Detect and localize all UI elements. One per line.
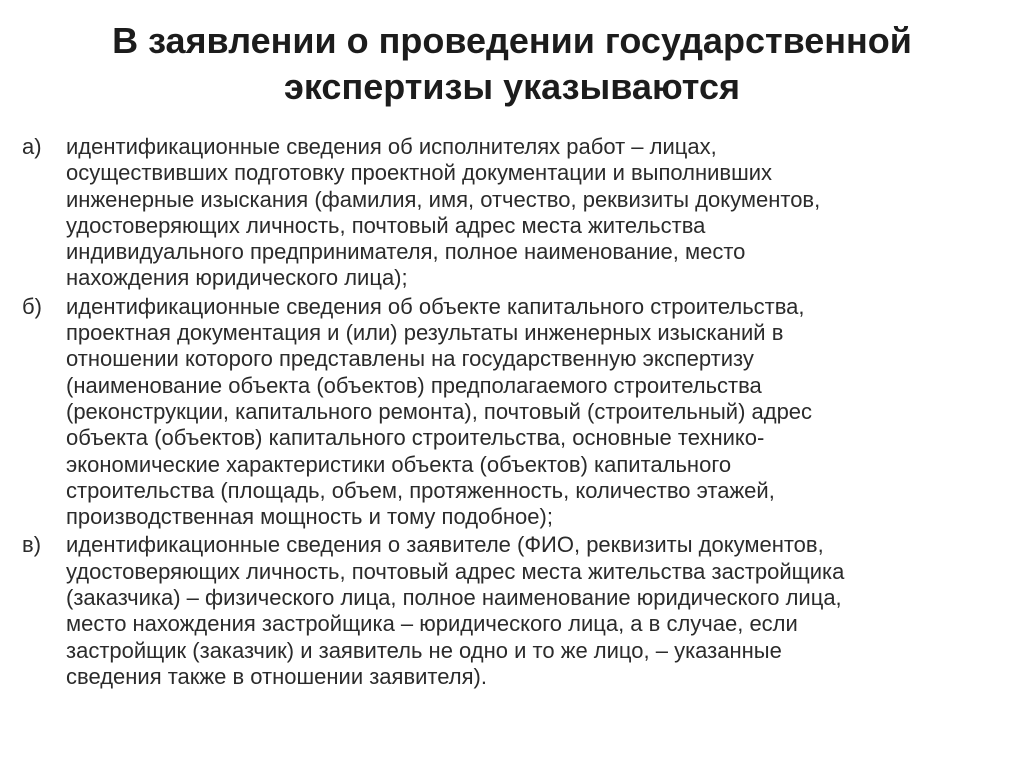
list-item-a-line: нахождения юридического лица);: [66, 265, 408, 291]
list-item-v-text: [66, 532, 1002, 690]
list-item-a-line: идентификационные сведения об исполнителях работ – лицах,: [66, 134, 717, 159]
list-item-b-line: производственная мощность и тому подобное);: [66, 504, 553, 530]
list-item-a-text: [66, 134, 1002, 292]
list-item-b-line: экономические характеристики объекта (объектов) капитального: [66, 451, 732, 477]
list-item-v-line: удостоверяющих личность, почтовый адрес места жительства застройщика: [66, 558, 845, 584]
list-item-b-line: отношении которого представлены на государственную экспертизу: [66, 346, 754, 372]
list-item-v-line: место нахождения застройщика – юридического лица, а в случае, если: [66, 611, 798, 637]
list-item-b: [22, 294, 1002, 531]
list-item-a-line: осуществивших подготовку проектной документации и выполнивших: [66, 160, 773, 186]
list-item-b-line: проектная документация и (или) результаты инженерных изысканий в: [66, 320, 784, 346]
list-item-a-line: удостоверяющих личность, почтовый адрес места жительства: [66, 212, 706, 238]
list-item-v: [22, 532, 1002, 690]
slide-title: [40, 18, 984, 110]
list-item-b-line: идентификационные сведения об объекте капитального строительства,: [66, 293, 805, 319]
list-item-v-line: застройщик (заказчик) и заявитель не одно и то же лицо, – указанные: [66, 637, 782, 663]
requirements-list: [22, 134, 1002, 692]
list-item-b-line: (наименование объекта (объектов) предполагаемого строительства: [66, 372, 762, 398]
list-item-v-line: идентификационные сведения о заявителе (ФИО, реквизиты документов,: [66, 532, 824, 558]
list-item-v-line: сведения также в отношении заявителя).: [66, 663, 487, 689]
list-item-b-line: объекта (объектов) капитального строительства, основные технико-: [66, 425, 765, 451]
list-item-a-line: индивидуального предпринимателя, полное наименование, место: [66, 239, 746, 265]
list-marker-v: в): [22, 532, 42, 558]
list-item-a: [22, 134, 1002, 292]
list-item-b-line: (реконструкции, капитального ремонта), почтовый (строительный) адрес: [66, 398, 813, 424]
list-marker-a: а): [22, 134, 42, 159]
list-item-v-line: (заказчика) – физического лица, полное наименование юридического лица,: [66, 585, 842, 611]
list-item-b-text: [66, 294, 1002, 531]
slide-title-line-2: экспертизы указываются: [284, 66, 740, 107]
list-marker-b: б): [22, 293, 42, 319]
list-item-a-line: инженерные изыскания (фамилия, имя, отчество, реквизиты документов,: [66, 186, 821, 212]
slide-title-line-1: В заявлении о проведении государственной: [112, 20, 912, 61]
list-item-b-line: строительства (площадь, объем, протяженность, количество этажей,: [66, 477, 775, 503]
